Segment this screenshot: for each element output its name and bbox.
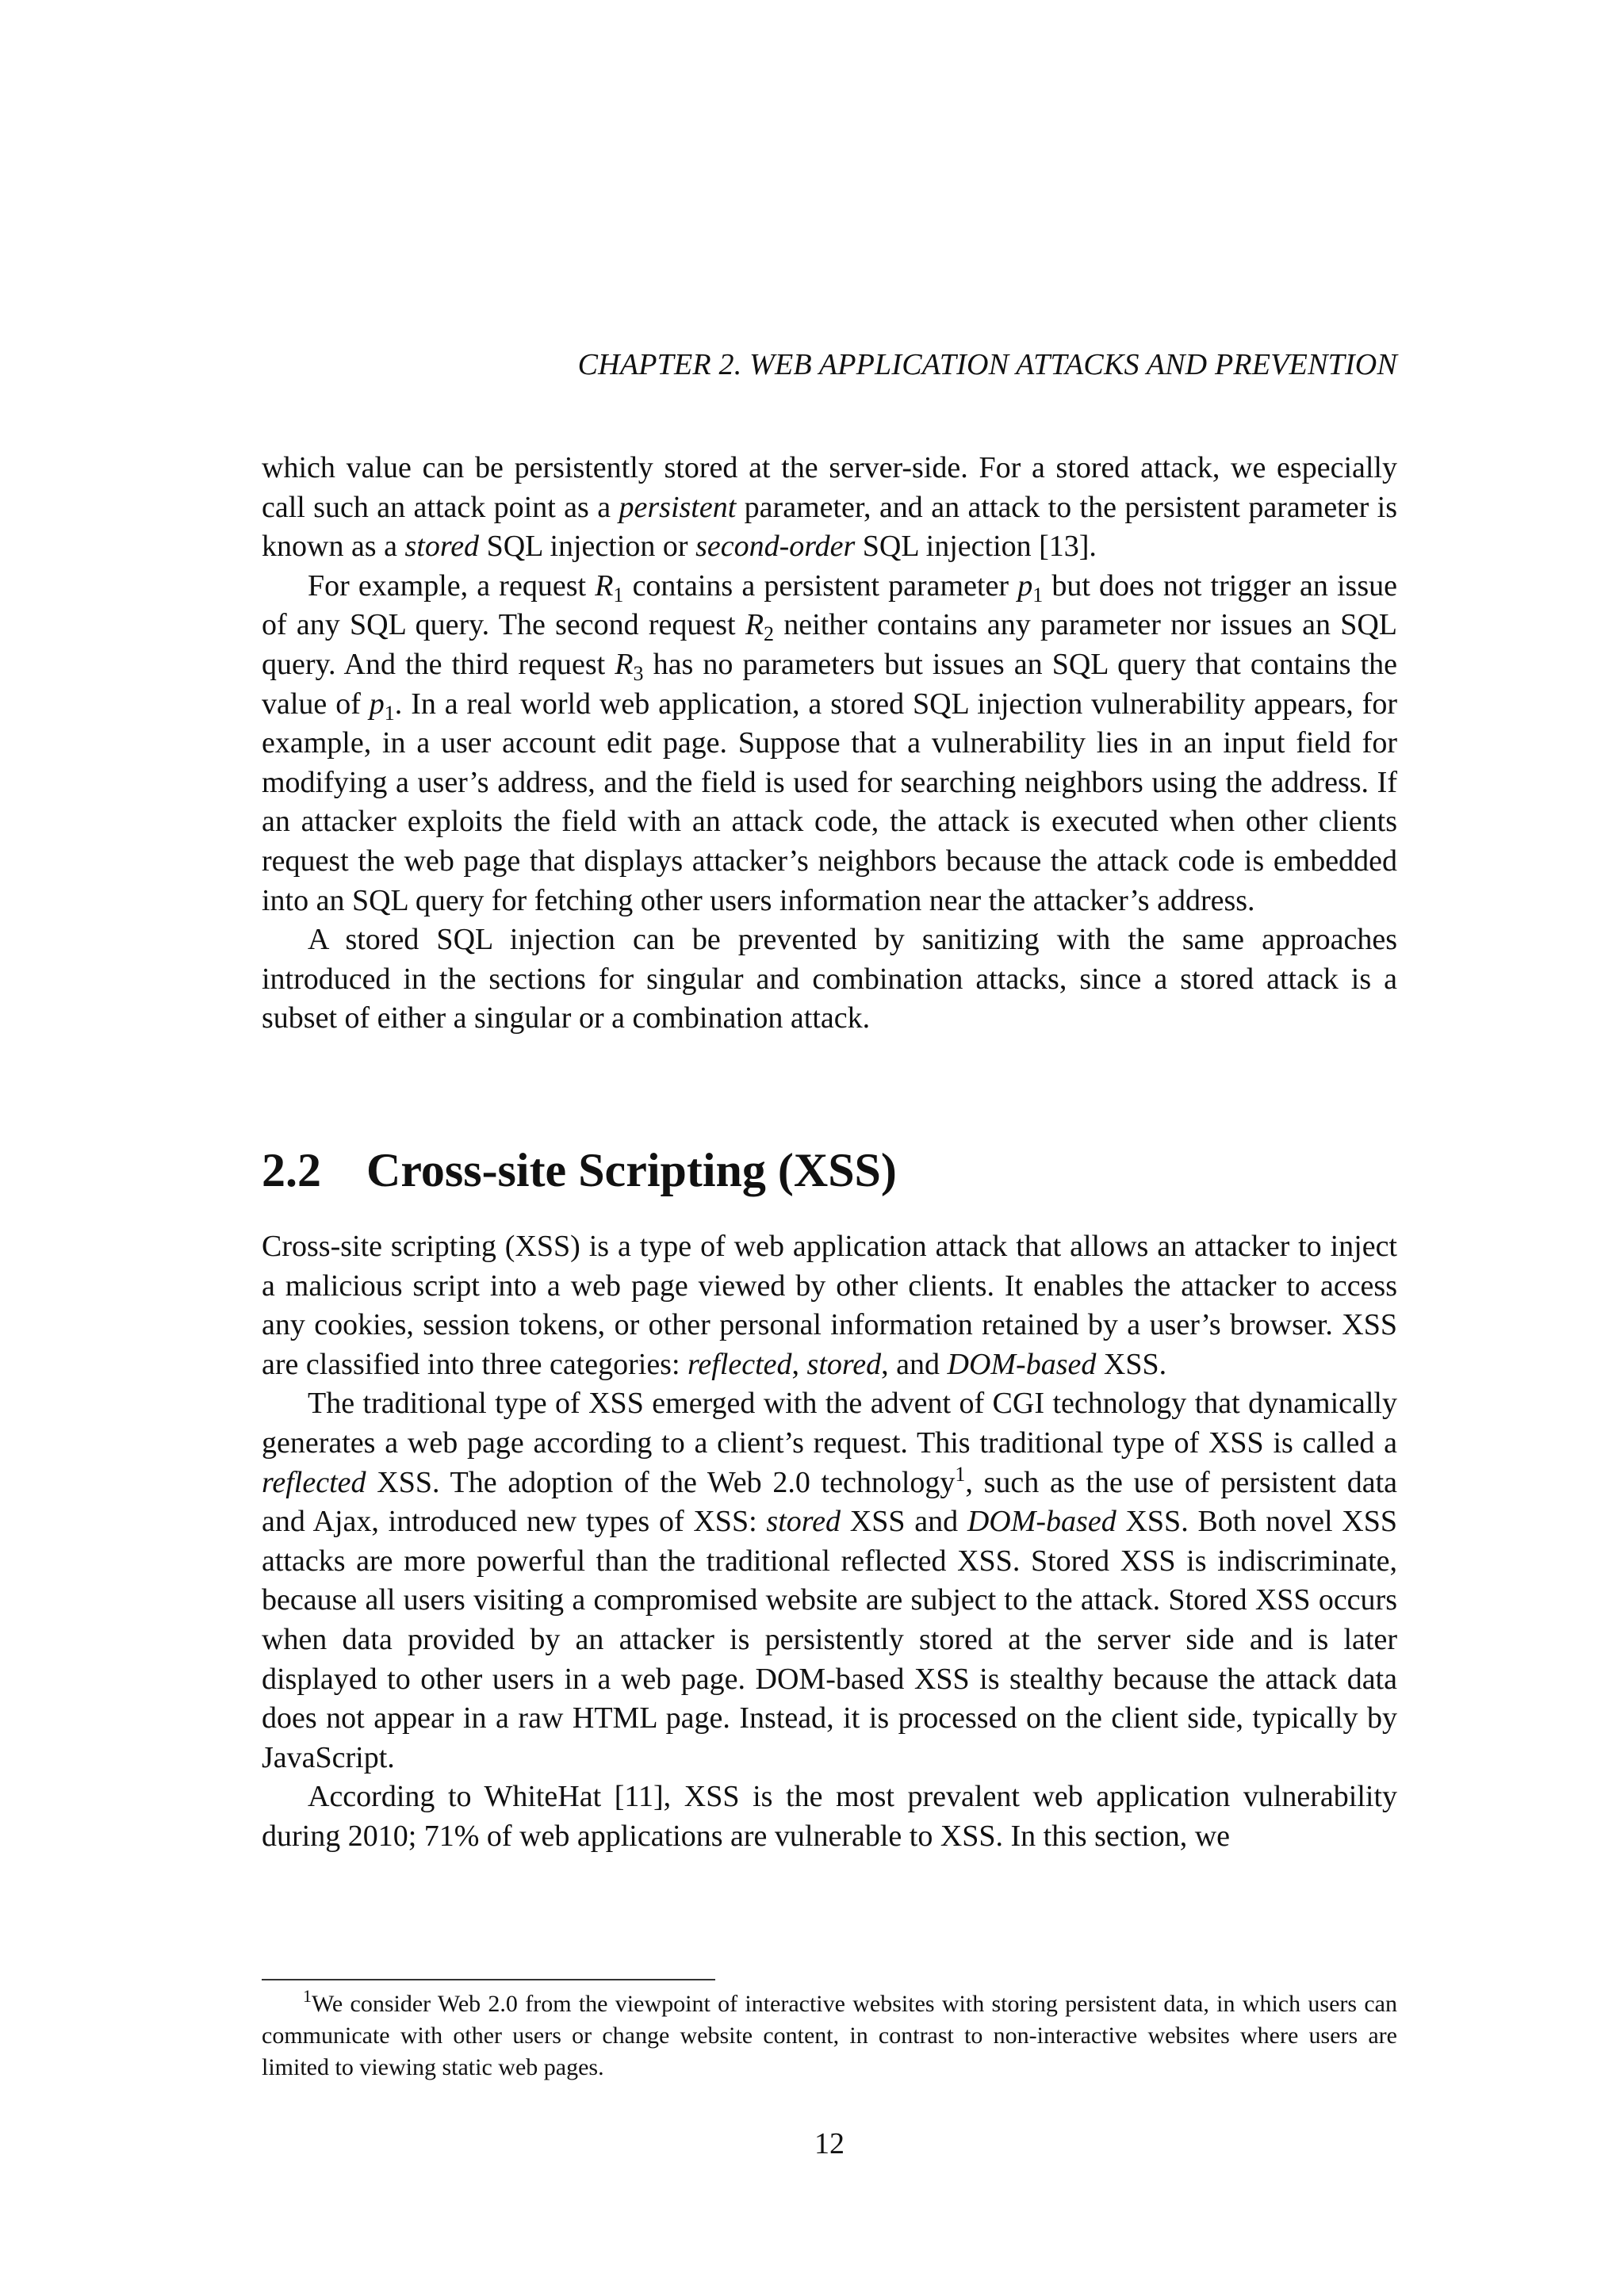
math-symbol: p xyxy=(369,687,385,721)
text-run: SQL injection or xyxy=(479,530,696,564)
emphasis-reflected: reflected xyxy=(262,1465,366,1499)
footnote-marker[interactable]: 1 xyxy=(955,1462,966,1486)
text-run: XSS. xyxy=(1096,1347,1167,1381)
body-text-top xyxy=(262,449,1397,1039)
body-text-xss xyxy=(262,1227,1397,1857)
text-run: , such as the use of persistent data and Ajax, introduced new types of XSS: xyxy=(262,1465,1398,1539)
text-run: contains a persistent parameter xyxy=(623,568,1018,603)
text-run: XSS. The adoption of the Web 2.0 technology xyxy=(366,1465,956,1499)
text-run: parameter, and an attack to the persistent parameter is known as a xyxy=(262,490,1398,564)
emphasis-reflected: reflected xyxy=(688,1347,792,1381)
math-symbol: R xyxy=(745,608,764,642)
math-subscript: 1 xyxy=(1032,583,1044,607)
text-run: which value can be persistently stored at the server-side. For a stored attack, we especially call such an attack point as a xyxy=(262,451,1397,524)
footnote xyxy=(262,1988,1397,2084)
text-run: , xyxy=(791,1347,807,1381)
emphasis-persistent: persistent xyxy=(619,490,737,524)
text-run: According to WhiteHat [11], XSS is the most prevalent web application vulnerability during 2010; 71% of web applications are vulnerable to XSS. In this section, we xyxy=(262,1780,1397,1853)
paragraph-example xyxy=(262,567,1397,920)
section-number: 2.2 xyxy=(262,1144,321,1196)
emphasis-stored: stored xyxy=(766,1505,841,1539)
emphasis-dom-based: DOM-based xyxy=(947,1347,1097,1381)
paragraph-stored-attack xyxy=(262,449,1397,567)
emphasis-stored: stored xyxy=(404,530,480,564)
math-symbol: p xyxy=(1017,568,1033,603)
paragraph-xss-types xyxy=(262,1384,1397,1777)
page-number: 12 xyxy=(814,2127,845,2160)
text-run: Cross-site scripting (XSS) is a type of web application attack that allows an attacker to inject a malicious script into a web page viewed by other clients. It enables the attacker to access any cookies, session tokens, or other personal information retained by a user’s browser. XSS are classified into three categories: xyxy=(262,1230,1397,1381)
math-subscript: 1 xyxy=(384,701,395,725)
text-run: For example, a request xyxy=(308,568,596,603)
footnote-mark: 1 xyxy=(303,1986,312,2006)
paragraph-prevention xyxy=(262,920,1397,1039)
section-title: Cross-site Scripting (XSS) xyxy=(366,1144,897,1196)
math-subscript: 1 xyxy=(613,583,624,607)
text-run: The traditional type of XSS emerged with the advent of CGI technology that dynamically generates a web page according to a client’s request. This traditional type of XSS is called a xyxy=(262,1387,1397,1460)
footnote-rule xyxy=(262,1979,715,1980)
text-run: XSS and xyxy=(841,1505,967,1539)
emphasis-second-order: second-order xyxy=(695,530,856,564)
running-header: CHAPTER 2. WEB APPLICATION ATTACKS AND PREVENTION xyxy=(577,348,1397,381)
math-symbol: R xyxy=(615,647,634,681)
emphasis-stored: stored xyxy=(806,1347,882,1381)
paragraph-whitehat xyxy=(262,1777,1397,1856)
text-run: neither contains any parameter nor issues an SQL query. And the third request xyxy=(262,608,1397,681)
math-subscript: 3 xyxy=(633,661,644,685)
text-run: A stored SQL injection can be prevented by sanitizing with the same approaches introduced in the sections for singular and combination attacks, since a stored attack is a subset of either a singular or a combination attack. xyxy=(262,923,1397,1035)
text-run: XSS. Both novel XSS attacks are more powerful than the traditional reflected XSS. Stored XSS is indiscriminate, because all users visiting a compromised website are subject to the attack. Stored XSS occurs when data provided by an attacker is persistently stored at the server side and is later displayed to other users in a web page. DOM-based XSS is stealthy because the attack data does not appear in a raw HTML page. Instead, it is processed on the client side, typically by JavaScript. xyxy=(262,1505,1398,1774)
paragraph-xss-intro xyxy=(262,1227,1397,1384)
section-heading xyxy=(262,1142,1397,1199)
text-run: but does not trigger an issue of any SQL query. The second request xyxy=(262,568,1397,642)
text-run: , and xyxy=(881,1347,948,1381)
text-run: has no parameters but issues an SQL query that contains the value of xyxy=(262,647,1398,721)
footnote-text: We consider Web 2.0 from the viewpoint of interactive websites with storing persistent data, in which users can communicate with other users or change website content, in contrast to non-interactive websites where users are limited to viewing static web pages. xyxy=(262,1991,1397,2080)
text-run: . In a real world web application, a stored SQL injection vulnerability appears, for example, in a user account edit page. Suppose that a vulnerability lies in an input field for modifying a user’s address, and the field is used for searching neighbors using the address. If an attacker exploits the field with an attack code, the attack is executed when other clients request the web page that displays attacker’s neighbors because the attack code is embedded into an SQL query for fetching other users information near the attacker’s address. xyxy=(262,687,1397,917)
text-run: SQL injection [13]. xyxy=(855,530,1097,564)
emphasis-dom-based: DOM-based xyxy=(967,1505,1116,1539)
math-subscript: 2 xyxy=(764,622,775,646)
math-symbol: R xyxy=(595,568,614,603)
